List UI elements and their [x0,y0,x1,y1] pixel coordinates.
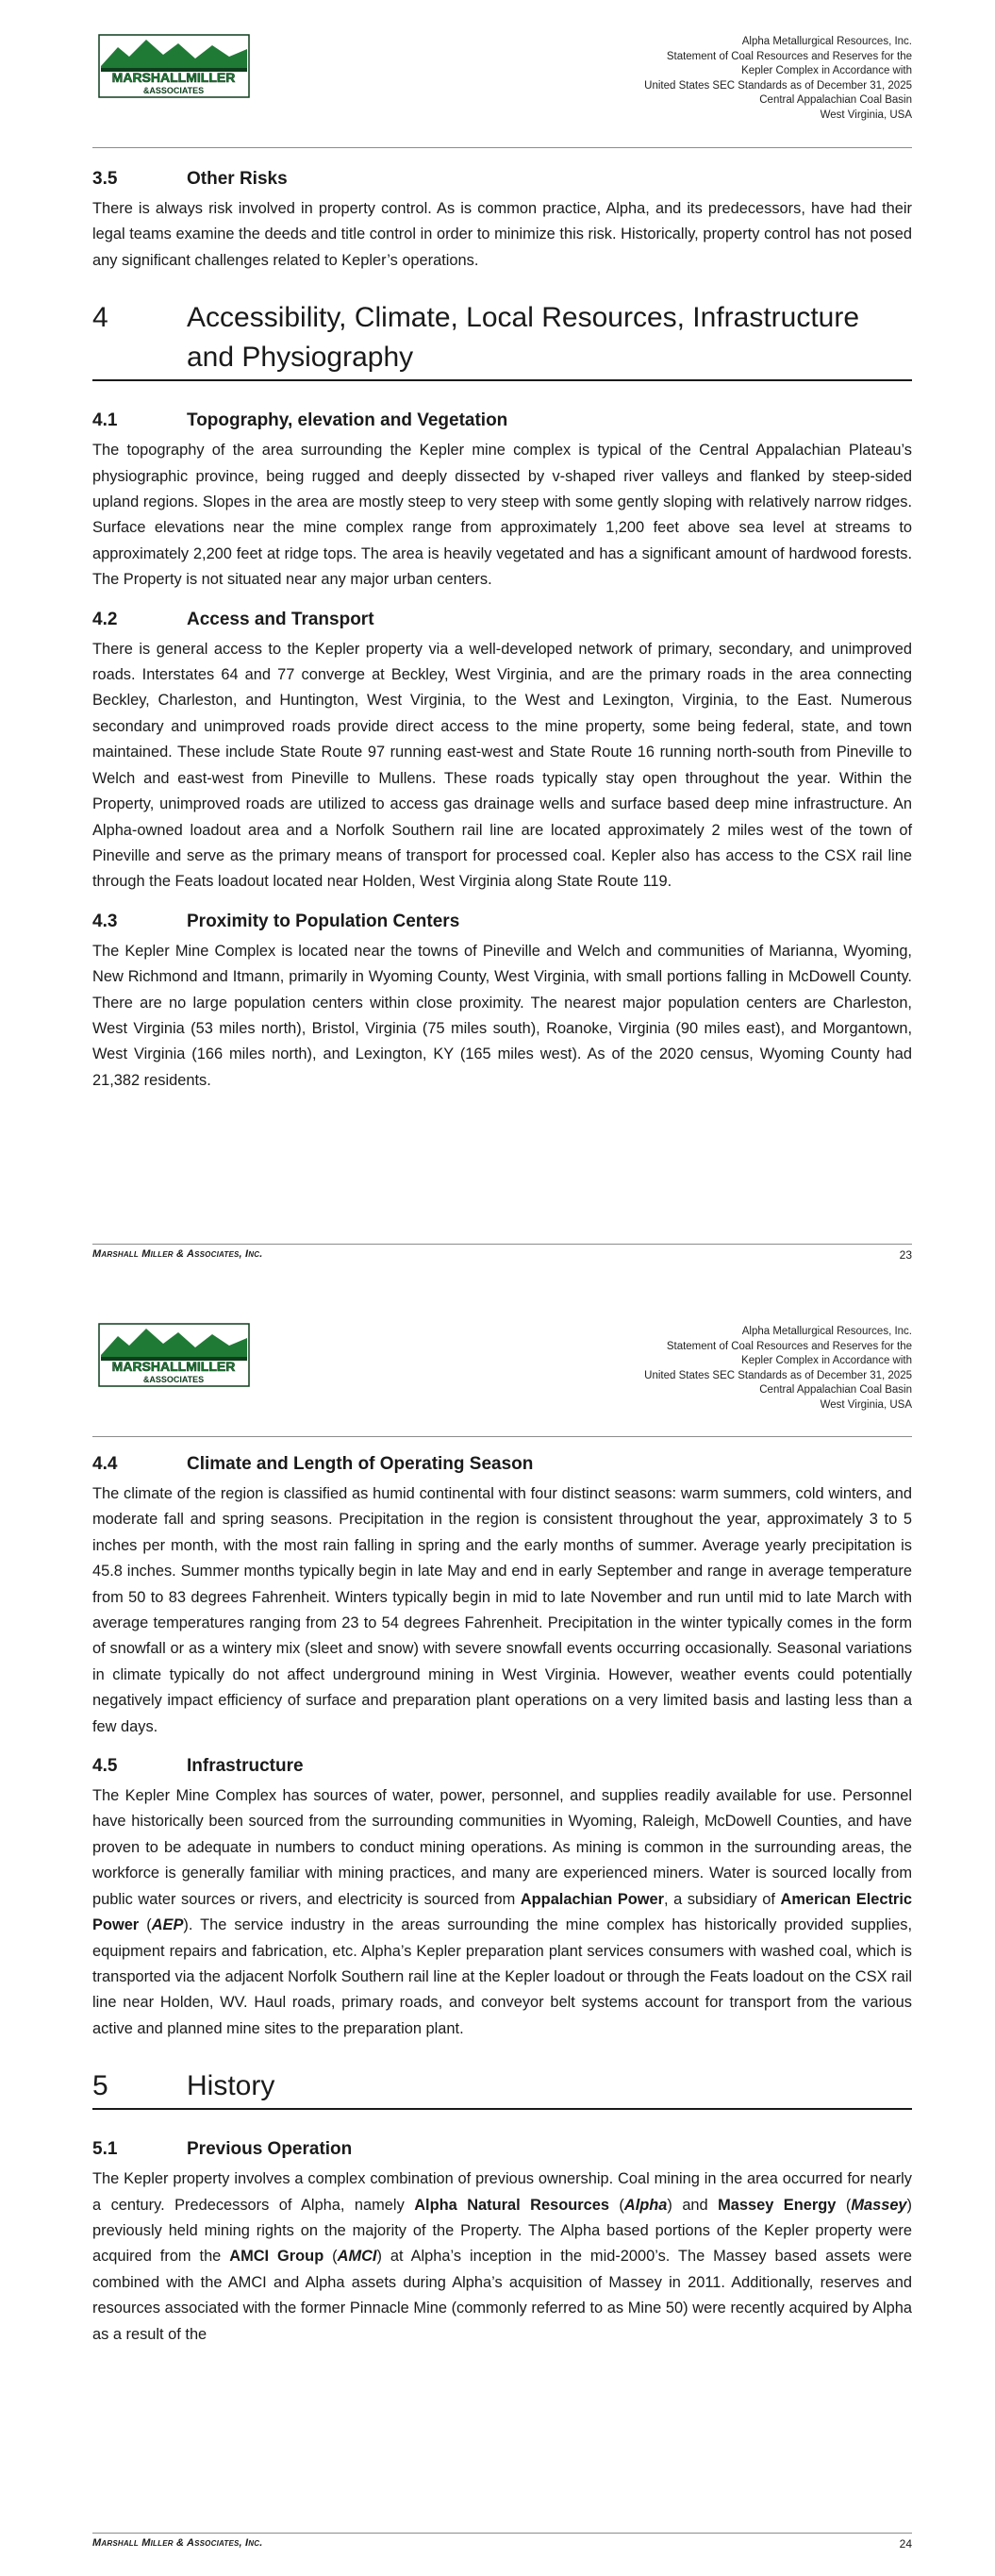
section-heading-4-5 [92,1755,912,1778]
section-title: Other Risks [187,169,288,189]
section-number: 4.3 [92,911,118,931]
text-run: ( [608,2196,624,2214]
section-number: 4.5 [92,1756,118,1777]
section-title: Access and Transport [187,609,374,629]
text-run-bold-italic: Alpha [623,2196,668,2214]
logo-text-main: MARSHALLMILLER [111,70,236,85]
section-heading-4-1 [92,410,912,432]
text-run: ). The service industry in the areas surrounding the mine complex has historically provided supplies, equipment repairs and fabrication, etc. Alpha’s Kepler preparation plant services consumers with washed coal, which is transported via the adjacent Norfolk Southern rail line at the Kepler loadout or through the Feats loadout on the CSX rail line near Holden, WV. Haul roads, primary roads, and conveyor belt systems account for transport from the various active and planned mine sites to the preparation plant. [92,1916,913,2037]
section-title: Topography, elevation and Vegetation [187,410,508,431]
section-heading-4-2 [92,609,912,631]
section-title: Proximity to Population Centers [187,911,460,931]
section-heading-4-4 [92,1453,912,1476]
text-run-bold: Alpha Natural Resources [414,2196,609,2214]
paragraph: The topography of the area surrounding the Kepler mine complex is typical of the Central Appalachian Plateau’s physiographic province, being rugged and deeply dissected by v-shaped river valleys and flanked by steep-sided upland regions. Slopes in the area are mostly steep to very steep with some gently sloping with relatively narrow ridges. Surface elevations near the mine complex range from approximately 1,200 feet above sea level at streams to approximately 2,200 feet at ridge tops. The area is heavily vegetated and has a significant amount of hardwood forests. The Property is not situated near any major urban centers. [92,442,912,589]
text-run-bold: Appalachian Power [520,1890,665,1908]
logo-text-sub: &ASSOCIATES [142,86,205,95]
section-heading-5-1 [92,2138,912,2161]
text-run-bold: AMCI Group [229,2248,324,2266]
text-run: ) and [667,2196,719,2214]
header-divider [92,1436,912,1437]
document-page-23 [0,0,995,1285]
section-title: Climate and Length of Operating Season [187,1454,534,1474]
header-company: Alpha Metallurgical Resources, Inc. [741,1326,912,1337]
section-number: 4.2 [92,609,118,629]
footer-divider [92,2533,912,2534]
header-line-3: Kepler Complex in Accordance with [741,1355,912,1367]
section-title: Previous Operation [187,2139,353,2160]
header-line-6: West Virginia, USA [820,109,912,121]
header-divider [92,147,912,148]
header-line-6: West Virginia, USA [820,1398,912,1411]
paragraph [92,2166,912,2348]
text-run: ) previously held mining rights on the majority of the Property. The Alpha based portions of the Kepler property were acquired from the [92,2196,913,2266]
text-run: The Kepler Mine Complex has sources of water, power, personnel, and supplies readily available for use. Personnel have historically been sourced from the surrounding communities in Wyoming, Raleigh, McDowell Counties, and have proven to be adequate in numbers to conduct mining operations. As mining is common in the surrounding areas, the workforce is generally familiar with mining practices, and many are experienced miners. Water is sourced locally from public water sources or rivers, and electricity is sourced from [92,1787,912,1908]
text-run: ( [323,2248,338,2266]
text-run: , a subsidiary of [664,1890,781,1908]
paragraph [92,1783,912,2042]
header-line-3: Kepler Complex in Accordance with [741,65,912,77]
chapter-heading-5 [92,2066,912,2110]
text-run-bold: Massey Energy [718,2196,837,2214]
chapter-heading-4 [92,298,912,381]
paragraph: The climate of the region is classified as humid continental with four distinct seasons: warm summers, cold winters, and moderate fall and spring seasons. Precipitation in the region is consistent throughout the year, approximately 3 to 5 inches per month, with the most rain falling in spring and the early months of summer. Average yearly precipitation is 45.8 inches. Summer months typically begin in late May and end in early September and range in average temperature from 50 to 83 degrees Fahrenheit. Winters typically begin in mid to late November and run until mid to late March with average temperatures ranging from 23 to 54 degrees Fahrenheit. Precipitation in the winter typically comes in the form of snowfall or as a wintery mix (sleet and snow) with severe snowfall events occurring occasionally. Seasonal variations in climate typically do not affect underground mining in West Virginia. However, weather events could potentially negatively impact efficiency of surface and preparation plant operations on a very limited basis and lasting less than a few days. [92,1485,912,1735]
chapter-number: 4 [92,302,108,334]
header-company: Alpha Metallurgical Resources, Inc. [741,36,912,47]
header-line-4: United States SEC Standards as of December 31, 2025 [644,79,912,92]
document-page-24 [0,1285,995,2576]
text-run-bold-italic: AMCI [337,2248,377,2266]
text-run: ( [139,1916,152,1934]
logo-text-main: MARSHALLMILLER [111,1359,236,1374]
section-number: 3.5 [92,169,118,189]
marshall-miller-logo [97,1323,251,1389]
header-line-5: Central Appalachian Coal Basin [759,94,912,107]
chapter-title: Accessibility, Climate, Local Resources, Infrastructure and Physiography [187,302,860,374]
chapter-number: 5 [92,2070,108,2102]
text-run: ( [836,2196,852,2214]
paragraph: The Kepler Mine Complex is located near the towns of Pineville and Welch and communities of Marianna, Wyoming, New Richmond and Itmann, primarily in Wyoming County, West Virginia, with small portions falling in McDowell County. There are no large population centers within close proximity. The nearest major population centers are Charleston, West Virginia (53 miles north), Bristol, Virginia (75 miles south), Roanoke, Virginia (90 miles east), and Morgantown, West Virginia (166 miles north), and Lexington, KY (165 miles west). As of the 2020 census, Wyoming County had 21,382 residents. [92,942,912,1089]
section-number: 4.1 [92,410,118,431]
text-run-bold-italic: AEP [151,1916,184,1934]
text-run-bold-italic: Massey [851,2196,907,2214]
section-heading-3-5 [92,168,912,191]
marshall-miller-logo [97,34,251,100]
header-line-2: Statement of Coal Resources and Reserves for the [666,1340,912,1352]
page-body [92,162,912,1094]
section-heading-4-3 [92,911,912,933]
logo-text-sub: &ASSOCIATES [142,1375,205,1384]
page-header [644,1325,912,1413]
text-run: ) at Alpha’s inception in the mid-2000’s. The Massey based assets were combined with the AMCI and Alpha assets during Alpha’s acquisition of Massey in 2011. Additionally, reserves and resources associated with the former Pinnacle Mine (commonly referred to as Mine 50) were recently acquired by Alpha as a result of the [92,2248,912,2343]
section-number: 4.4 [92,1454,118,1474]
header-line-5: Central Appalachian Coal Basin [759,1384,912,1397]
header-line-2: Statement of Coal Resources and Reserves for the [666,50,912,62]
page-number: 23 [899,1248,912,1262]
header-line-4: United States SEC Standards as of December 31, 2025 [644,1369,912,1381]
page-number: 24 [899,2537,912,2551]
section-number: 5.1 [92,2139,118,2160]
section-title: Infrastructure [187,1756,304,1777]
text-run-bold: American Electric Power [92,1890,912,1934]
footer-company: Marshall Miller & Associates, Inc. [92,2537,263,2549]
chapter-title: History [187,2070,275,2102]
page-header [644,35,912,124]
page-body [92,1442,912,2348]
paragraph: There is always risk involved in property control. As is common practice, Alpha, and its predecessors, have had their legal teams examine the deeds and title control in order to minimize this risk. Historically, property control has not posed any significant challenges related to Kepler’s operations. [92,200,912,269]
text-run: The Kepler property involves a complex combination of previous ownership. Coal mining in the area occurred for nearly a century. Predecessors of Alpha, namely [92,2170,912,2214]
footer-company: Marshall Miller & Associates, Inc. [92,1248,263,1260]
paragraph: There is general access to the Kepler property via a well-developed network of primary, secondary, and unimproved roads. Interstates 64 and 77 converge at Beckley, West Virginia, and are the primary roads in the area connecting Beckley, Charleston, and Huntington, West Virginia, to the West and Lexington, Virginia, to the East. Numerous secondary and unimproved roads provide direct access to the mine property, some being federal, state, and town maintained. These include State Route 97 running east-west and State Route 16 running north-south from Pineville to Welch and east-west from Pineville to Mullens. These roads typically stay open throughout the year. Within the Property, unimproved roads are utilized to access gas drainage wells and surface based deep mine infrastructure. An Alpha-owned loadout area and a Norfolk Southern rail line are located approximately 2 miles west of the town of Pineville and serve as the primary means of transport for processed coal. Kepler also has access to the CSX rail line through the Feats loadout located near Holden, West Virginia along State Route 119. [92,640,912,891]
footer-divider [92,1244,912,1245]
